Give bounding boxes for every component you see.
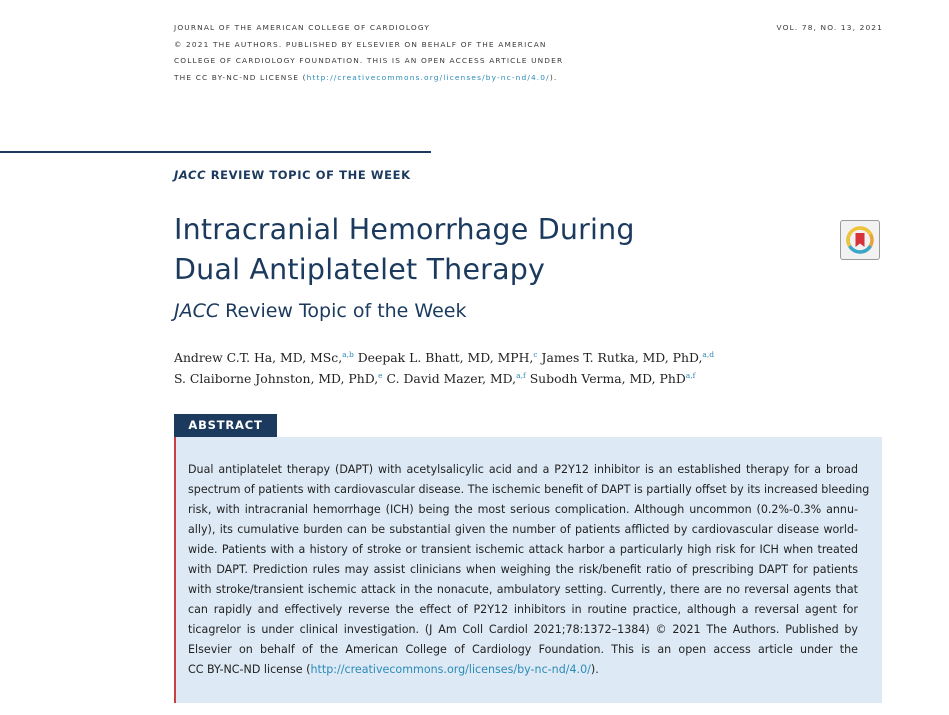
section-label-text: REVIEW TOPIC OF THE WEEK: [206, 168, 411, 182]
affiliation-ref[interactable]: a,f: [685, 371, 696, 380]
abstract-line: ticagrelor is under clinical investigation. (J Am Coll Cardiol 2021;78:1372–1384) © 2021 The Authors. Published by: [188, 623, 858, 636]
section-label-journal: JACC: [174, 168, 207, 182]
abstract-line: risk, with intracranial hemorrhage (ICH) being the most serious complication. Although uncommon (0.2%-0.3% annu-: [188, 503, 858, 516]
abstract-license-line: [188, 660, 858, 680]
subtitle-text: Review Topic of the Week: [219, 300, 467, 322]
volume-info: VOL. 78, NO. 13, 2021: [776, 23, 883, 32]
affiliation-ref[interactable]: a,f: [516, 371, 526, 380]
affiliation-ref[interactable]: a,b: [342, 350, 354, 359]
abstract-line: with stroke/transient ischemic attack in the nonacute, ambulatory setting. Currently, there are no reversal agents that: [188, 583, 858, 596]
license-link[interactable]: http://creativecommons.org/licenses/by-nc-nd/4.0/: [306, 72, 550, 82]
subtitle-journal: JACC: [174, 300, 220, 322]
author-name: James T. Rutka, MD, PhD,: [537, 350, 703, 365]
abstract-heading: ABSTRACT: [174, 414, 277, 437]
author-line: [174, 368, 814, 389]
abstract-line: wide. Patients with a history of stroke or transient ischemic attack harbor a particularly high risk for ICH when treated: [188, 543, 858, 556]
affiliation-ref[interactable]: e: [378, 371, 383, 380]
title-line: Dual Antiplatelet Therapy: [174, 253, 546, 286]
journal-header-line: JOURNAL OF THE AMERICAN COLLEGE OF CARDIOLOGY: [174, 23, 430, 32]
abstract-line: Dual antiplatelet therapy (DAPT) with acetylsalicylic acid and a P2Y12 inhibitor is an established therapy for a broad: [188, 463, 858, 476]
section-label: [174, 168, 411, 182]
abstract-license-suffix: ).: [590, 663, 599, 676]
author-name: Deepak L. Bhatt, MD, MPH,: [353, 350, 534, 365]
check-for-updates-button[interactable]: [840, 220, 880, 260]
license-suffix: ).: [549, 72, 558, 82]
author-line: [174, 347, 814, 368]
license-prefix: THE CC BY-NC-ND LICENSE (: [174, 72, 307, 82]
affiliation-ref[interactable]: c: [533, 350, 538, 359]
abstract-line: ally), its cumulative burden can be substantial given the number of patients afflicted by cardiovascular disease world-: [188, 523, 858, 536]
journal-header-line: COLLEGE OF CARDIOLOGY FOUNDATION. THIS IS AN OPEN ACCESS ARTICLE UNDER: [174, 56, 564, 66]
author-list: [174, 347, 814, 389]
journal-header-line: © 2021 THE AUTHORS. PUBLISHED BY ELSEVIER ON BEHALF OF THE AMERICAN: [174, 39, 547, 49]
abstract-line: Elsevier on behalf of the American College of Cardiology Foundation. This is an open access article under the: [188, 643, 858, 656]
abstract-line: spectrum of patients with cardiovascular disease. The ischemic benefit of DAPT is partially offset by its increased bleeding: [188, 483, 870, 496]
journal-header: [174, 20, 644, 86]
author-name: Andrew C.T. Ha, MD, MSc,: [174, 350, 343, 365]
author-name: S. Claiborne Johnston, MD, PhD,: [174, 371, 379, 386]
check-for-updates-icon: [841, 221, 879, 259]
article-title: [174, 210, 794, 290]
affiliation-ref[interactable]: a,d: [702, 350, 715, 359]
abstract-license-link[interactable]: http://creativecommons.org/licenses/by-nc-nd/4.0/: [310, 663, 591, 676]
abstract-line: can rapidly and effectively reverse the effect of P2Y12 inhibitors in routine practice, although a reversal agent for: [188, 603, 858, 616]
license-line: [174, 70, 644, 87]
author-name: Subodh Verma, MD, PhD: [525, 371, 686, 386]
abstract-license-prefix: CC BY-NC-ND license (: [188, 663, 311, 676]
author-name: C. David Mazer, MD,: [382, 371, 517, 386]
abstract-body: [188, 460, 870, 680]
article-subtitle: [174, 300, 466, 322]
title-line: Intracranial Hemorrhage During: [174, 213, 635, 246]
abstract-line: with DAPT. Prediction rules may assist clinicians when weighing the risk/benefit ratio of prescribing DAPT for patients: [188, 563, 858, 576]
header-rule: [0, 151, 431, 153]
